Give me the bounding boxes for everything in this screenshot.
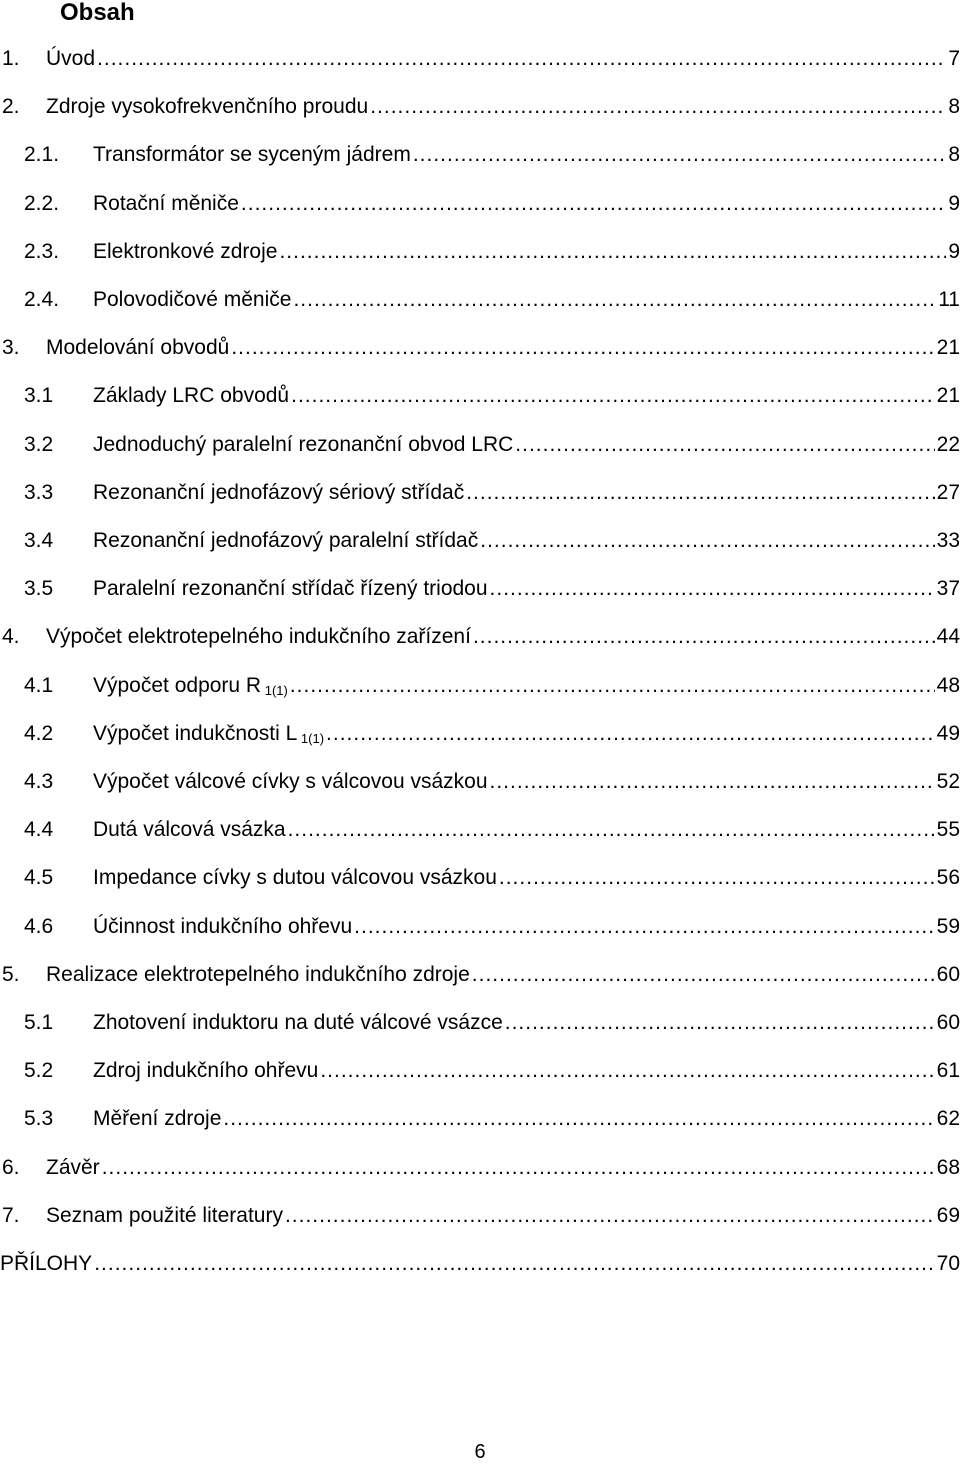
toc-entry[interactable] (0, 1008, 960, 1038)
toc-entry-page: 56 (936, 866, 960, 890)
toc-entry-number: 2.2. (24, 191, 60, 215)
toc-entry-number: 5.1 (24, 1011, 54, 1034)
toc-entry-label (93, 767, 488, 797)
toc-entry-page: 48 (936, 673, 960, 697)
toc-entry-page: 59 (936, 914, 960, 938)
toc-entry-label (46, 44, 95, 74)
toc-entry[interactable] (0, 1104, 960, 1134)
toc-entry[interactable] (0, 1201, 960, 1231)
toc-entry-label-text: Zhotovení induktoru na duté válcové vsázce (93, 1011, 503, 1034)
toc-entry-label (93, 574, 488, 604)
toc-entry-number: 1. (2, 47, 20, 70)
toc-dot-leader (102, 1153, 935, 1183)
toc-dot-leader (279, 237, 946, 267)
toc-entry-number: 3.5 (24, 577, 54, 601)
toc-dot-leader (231, 333, 934, 363)
toc-dot-leader (413, 140, 947, 170)
toc-entry-number: 4.2 (24, 721, 54, 745)
toc-entry-label (93, 815, 286, 845)
toc-dot-leader (473, 622, 935, 652)
toc-entry[interactable] (0, 92, 960, 122)
toc-dot-leader (223, 1104, 934, 1134)
toc-entry-page: 52 (936, 770, 960, 793)
toc-entry-label-text: Polovodičové měniče (93, 288, 292, 311)
toc-entry-subscript: 1(1) (261, 682, 288, 698)
toc-entry-number: 3.2 (24, 432, 54, 456)
toc-entry[interactable] (0, 1153, 960, 1183)
toc-entry-number: 7. (2, 1203, 20, 1227)
toc-entry[interactable] (0, 44, 960, 74)
toc-dot-leader (499, 863, 935, 893)
toc-entry-page: 21 (936, 336, 960, 360)
toc-entry[interactable] (0, 960, 960, 990)
toc-dot-leader (515, 430, 934, 460)
toc-entry-subscript: 1(1) (297, 730, 325, 746)
toc-entry-number: 2. (2, 95, 20, 119)
toc-dot-leader (285, 1201, 935, 1231)
toc-entry-page: 60 (936, 962, 960, 986)
toc-entry-label-text: Jednoduchý paralelní rezonanční obvod LRC (93, 432, 514, 456)
toc-entry-label (93, 863, 497, 893)
toc-entry-page: 68 (936, 1155, 960, 1179)
toc-entry-label-text: Výpočet odporu R (93, 673, 262, 697)
toc-dot-leader (290, 671, 935, 701)
toc-entry-number: 2.3. (24, 239, 60, 263)
toc-dot-leader (490, 767, 935, 797)
toc-entry-label-text: Závěr (46, 1155, 100, 1179)
toc-entry[interactable] (0, 1249, 960, 1279)
toc-entry-page: 61 (936, 1059, 960, 1083)
toc-entry-label (46, 333, 229, 363)
toc-entry-label-text: PŘÍLOHY (0, 1252, 93, 1275)
toc-entry[interactable] (0, 912, 960, 942)
toc-entry-label-text: Impedance cívky s dutou válcovou vsázkou (93, 866, 497, 890)
toc-entry-page: 21 (936, 384, 960, 408)
toc-entry-label-text: Rotační měniče (93, 191, 239, 215)
toc-entry-label (93, 140, 411, 170)
toc-entry-page: 37 (936, 577, 960, 601)
toc-entry-label-text: Transformátor se syceným jádrem (93, 143, 411, 167)
toc-entry-label (93, 189, 239, 219)
toc-entry-label-text: Modelování obvodů (46, 336, 230, 360)
toc-dot-leader (291, 381, 935, 411)
toc-dot-leader (326, 719, 935, 749)
page-title: Obsah (60, 0, 135, 26)
toc-entry-label-text: Zdroj indukčního ohřevu (93, 1059, 319, 1083)
toc-entry[interactable] (0, 333, 960, 363)
toc-entry[interactable] (0, 1056, 960, 1086)
toc-entry[interactable] (0, 237, 960, 267)
toc-entry-number: 4.1 (24, 673, 54, 697)
toc-entry-label-text: Rezonanční jednofázový sériový střídač (93, 480, 465, 504)
toc-entry-page: 22 (936, 432, 960, 456)
toc-entry-label (93, 912, 352, 942)
toc-entry-label (93, 671, 288, 701)
toc-dot-leader (241, 189, 946, 219)
toc-dot-leader (370, 92, 946, 122)
toc-entry-page: 70 (936, 1252, 960, 1275)
toc-entry-label (46, 1201, 283, 1231)
toc-dot-leader (490, 574, 935, 604)
toc-entry[interactable] (0, 767, 960, 797)
toc-entry-label-text: Základy LRC obvodů (93, 384, 290, 408)
toc-entry-page: 9 (948, 191, 960, 215)
toc-entry-number: 4.5 (24, 866, 54, 890)
toc-entry-page: 8 (948, 143, 960, 167)
toc-entry-page: 69 (936, 1203, 960, 1227)
toc-entry-label (93, 1056, 318, 1086)
toc-entry-page: 8 (948, 95, 960, 119)
toc-entry-label-text: Výpočet indukčnosti L (93, 721, 298, 745)
toc-entry-number: 3.4 (24, 529, 54, 552)
toc-entry[interactable] (0, 189, 960, 219)
toc-entry-label (93, 1104, 221, 1134)
toc-entry-label (46, 1153, 100, 1183)
toc-entry-number: 3.3 (24, 480, 54, 504)
toc-entry-number: 4.3 (24, 770, 54, 793)
toc-entry-number: 5.3 (24, 1107, 54, 1131)
toc-entry-label-text: Elektronkové zdroje (93, 239, 278, 263)
toc-entry-page: 33 (936, 529, 960, 552)
toc-entry[interactable] (0, 815, 960, 845)
toc-entry-label-text: Paralelní rezonanční střídač řízený triodou (93, 577, 488, 601)
toc-entry-label-text: Realizace elektrotepelného indukčního zdroje (46, 962, 470, 986)
toc-entry-page: 44 (936, 625, 960, 649)
toc-entry-page: 49 (936, 721, 960, 745)
toc-entry[interactable] (0, 863, 960, 893)
toc-dot-leader (354, 912, 934, 942)
toc-entry-label-text: Seznam použité literatury (46, 1203, 283, 1227)
toc-entry[interactable] (0, 285, 960, 315)
toc-entry[interactable] (0, 574, 960, 604)
toc-entry-number: 2.4. (24, 288, 60, 311)
toc-entry[interactable] (0, 526, 960, 556)
toc-entry-label (93, 1008, 503, 1038)
toc-entry-page: 55 (936, 818, 960, 842)
toc-entry-label-text: Zdroje vysokofrekvenčního proudu (46, 95, 369, 119)
toc-entry-number: 4. (2, 625, 20, 649)
toc-entry-number: 6. (2, 1155, 20, 1179)
toc-entry-label (46, 92, 368, 122)
toc-dot-leader (480, 526, 934, 556)
toc-entry-label-text: Výpočet válcové cívky s válcovou vsázkou (93, 770, 488, 793)
toc-entry-label (93, 381, 289, 411)
toc-entry-page: 7 (948, 47, 960, 70)
toc-entry-label (46, 622, 471, 652)
toc-dot-leader (97, 44, 946, 74)
toc-entry-label (93, 285, 291, 315)
toc-entry-label-text: Výpočet elektrotepelného indukčního zařízení (46, 625, 471, 649)
toc-entry[interactable] (0, 622, 960, 652)
toc-entry-label (46, 960, 470, 990)
toc-entry[interactable] (0, 140, 960, 170)
toc-entry-label (93, 526, 478, 556)
toc-entry-label-text: Dutá válcová vsázka (93, 818, 286, 842)
toc-entry-number: 4.6 (24, 914, 54, 938)
toc-dot-leader (472, 960, 935, 990)
toc-entry-page: 62 (936, 1107, 960, 1131)
toc-entry-label (0, 1249, 92, 1279)
toc-entry-page: 11 (938, 288, 960, 311)
toc-entry-label-text: Úvod (46, 47, 96, 70)
toc-entry-number: 3.1 (24, 384, 54, 408)
toc-entry-number: 5.2 (24, 1059, 54, 1083)
toc-entry-number: 3. (2, 336, 20, 360)
toc-entry[interactable] (0, 430, 960, 460)
toc-entry-label-text: Měření zdroje (93, 1107, 222, 1131)
toc-dot-leader (288, 815, 935, 845)
toc-entry-page: 9 (948, 239, 960, 263)
toc-entry[interactable] (0, 478, 960, 508)
toc-dot-leader (94, 1249, 934, 1279)
toc-entry[interactable] (0, 381, 960, 411)
toc-dot-leader (466, 478, 934, 508)
toc-entry-label (93, 430, 513, 460)
toc-dot-leader (293, 285, 936, 315)
toc-dot-leader (505, 1008, 935, 1038)
toc-entry-label (93, 237, 277, 267)
toc-entry-label-text: Účinnost indukčního ohřevu (93, 914, 353, 938)
toc-entry[interactable] (0, 719, 960, 749)
toc-entry-label-text: Rezonanční jednofázový paralelní střídač (93, 529, 479, 552)
toc-entry[interactable] (0, 671, 960, 701)
toc-entry-label (93, 478, 464, 508)
toc-entry-number: 2.1. (24, 143, 60, 167)
page-number: 6 (474, 1441, 486, 1463)
toc-entry-page: 27 (936, 480, 960, 504)
toc-dot-leader (320, 1056, 934, 1086)
toc-entry-number: 4.4 (24, 818, 54, 842)
toc-entry-number: 5. (2, 962, 20, 986)
toc-entry-label (93, 719, 324, 749)
toc-entry-page: 60 (936, 1011, 960, 1034)
